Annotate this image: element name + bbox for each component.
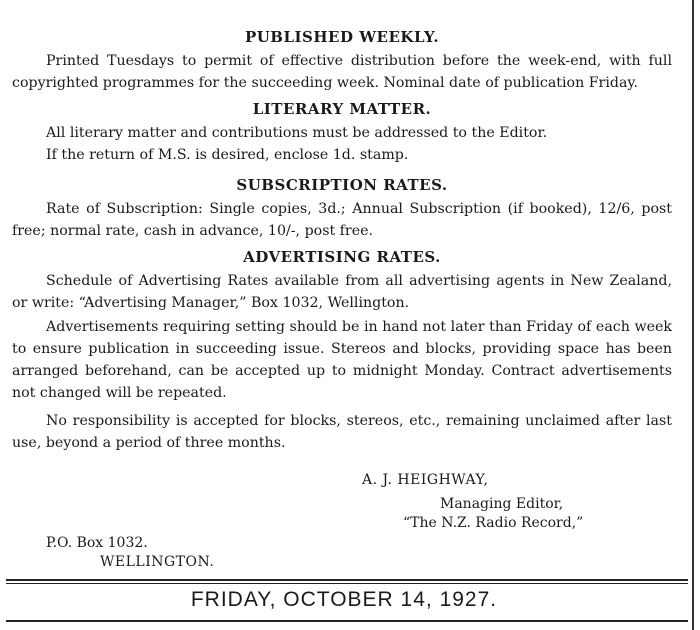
published-weekly-text: Printed Tuesdays to permit of effective distribution before the week-end, with full copyrighted programmes for the succeeding week. Nominal date of publication Friday.	[12, 53, 672, 91]
editor-name: A. J. HEIGHWAY,	[362, 472, 489, 488]
po-box: P.O. Box 1032.	[46, 535, 148, 551]
literary-matter-text-2: If the return of M.S. is desired, enclose 1d. stamp.	[46, 147, 409, 163]
heading-literary-matter: LITERARY MATTER.	[252, 100, 432, 118]
po-city: WELLINGTON.	[100, 554, 215, 570]
heading-subscription-rates: SUBSCRIPTION RATES.	[236, 176, 448, 194]
subscription-rates-text: Rate of Subscription: Single copies, 3d.; Annual Subscription (if booked), 12/6, post free; normal rate, cash in advance, 10/-, post free.	[12, 201, 672, 239]
masthead-notice	[12, 24, 672, 454]
advertising-rates-text-2: Advertisements requiring setting should be in hand not later than Friday of each week to ensure publication in succeeding issue. Stereos and blocks, providing space has been arranged beforehand, can be accepted up to midnight Monday. Contract advertisements not changed will be repeated.	[12, 319, 672, 401]
editor-title: Managing Editor,	[440, 496, 564, 512]
heading-published-weekly: PUBLISHED WEEKLY.	[244, 28, 440, 46]
advertising-rates-text-3: No responsibility is accepted for blocks, stereos, etc., remaining unclaimed after last use, beyond a period of three months.	[12, 413, 672, 451]
advertising-rates-text-1: Schedule of Advertising Rates available from all advertising agents in New Zealand, or write: “Advertising Manager,” Box 1032, Wellington.	[12, 273, 672, 311]
issue-date: FRIDAY, OCTOBER 14, 1927.	[190, 588, 498, 611]
literary-matter-text-1: All literary matter and contributions must be addressed to the Editor.	[46, 125, 548, 141]
column-rule	[692, 0, 694, 630]
footer-rule-top-thin	[6, 583, 688, 584]
heading-advertising-rates: ADVERTISING RATES.	[243, 248, 441, 266]
footer-rule-top	[6, 579, 688, 581]
footer-rule-bottom	[6, 620, 688, 622]
publication-name: “The N.Z. Radio Record,”	[403, 515, 584, 531]
